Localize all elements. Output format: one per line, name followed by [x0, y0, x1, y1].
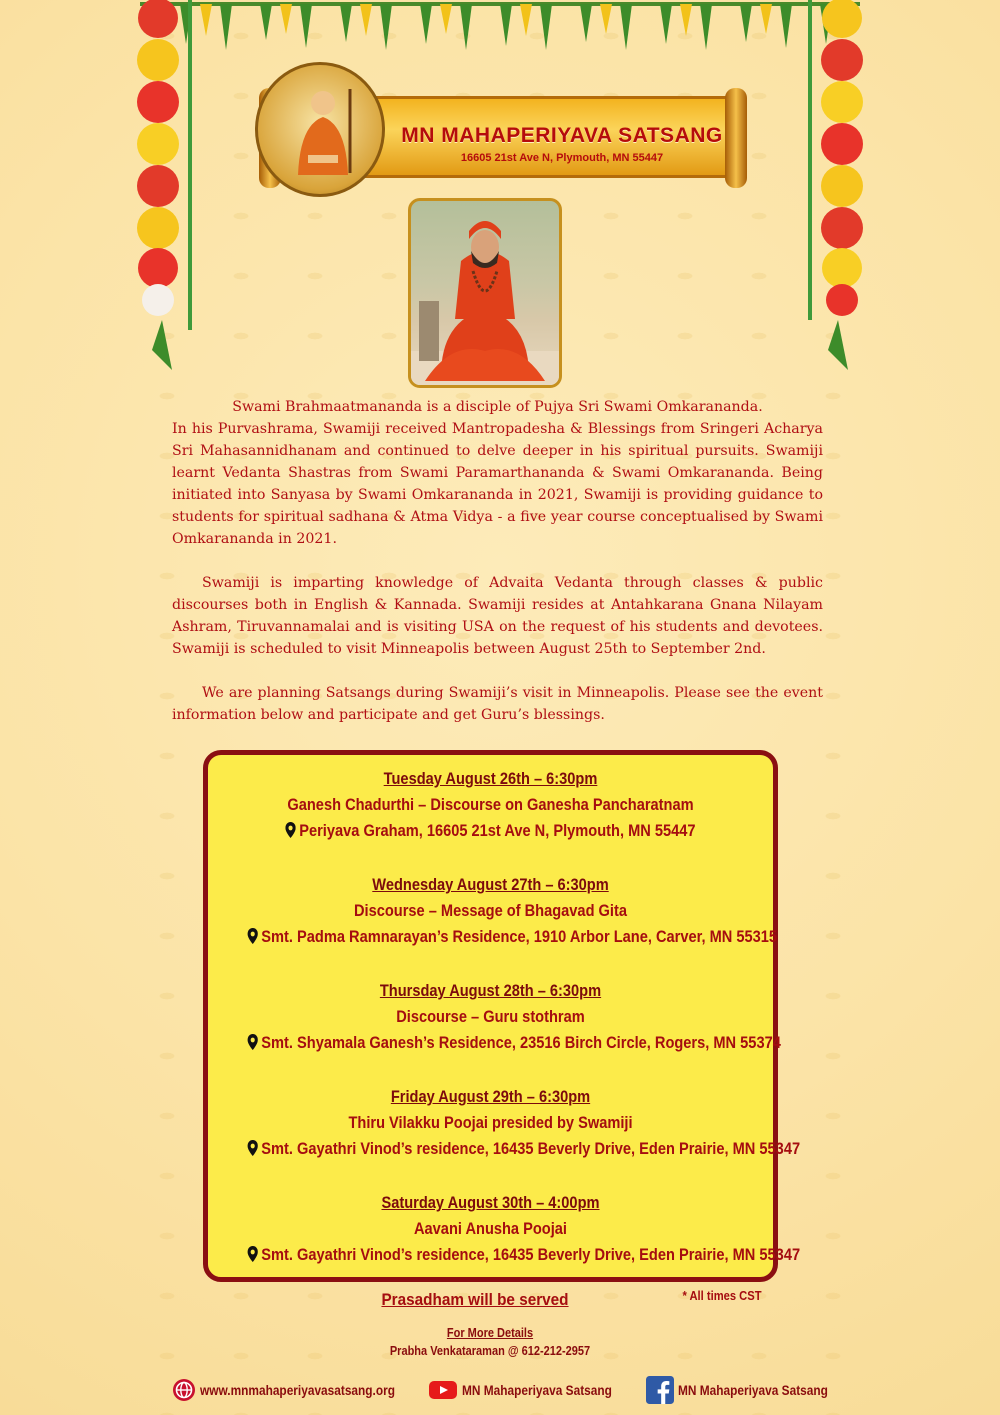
event-location-text: Smt. Gayathri Vinod’s residence, 16435 Beverly Drive, Eden Prairie, MN 55347: [261, 1245, 801, 1264]
event-date: Wednesday August 27th – 6:30pm: [372, 875, 609, 894]
event-title: Thiru Vilakku Poojai presided by Swamiji: [348, 1113, 633, 1132]
top-leaf-garland: [140, 0, 860, 60]
swamiji-figure-icon: [411, 201, 559, 385]
event-location: [248, 1136, 801, 1162]
event-item: [208, 766, 773, 844]
youtube-link[interactable]: [428, 1377, 632, 1403]
intro-text: [172, 396, 823, 748]
satsang-banner: [255, 82, 750, 197]
map-pin-icon: [248, 1034, 258, 1050]
intro-first-line: Swami Brahmaatmananda is a disciple of Pujya Sri Swami Omkarananda.: [232, 399, 763, 415]
intro-paragraph-1-body: In his Purvashrama, Swamiji received Mantropadesha & Blessings from Sringeri Acharya Sri Mahasannidhanam and continued to delve deeper in his spiritual pursuits. Swamiji learnt Vedanta Shastras from Swami Paramarthananda & Swami Omkarananda. Being initiated into Sanyasa by Swami Omkarananda in 2021, Swamiji is providing guidance to students for spiritual sadhana & Atma Vidya - a five year course conceptualised by Swami Omkarananda in 2021.: [172, 421, 823, 547]
swamiji-photo: [408, 198, 562, 388]
event-location-text: Smt. Padma Ramnarayan’s Residence, 1910 Arbor Lane, Carver, MN 55315: [261, 927, 778, 946]
event-date: Thursday August 28th – 6:30pm: [379, 981, 602, 1000]
guru-emblem: [255, 62, 385, 197]
event-location: [248, 1030, 781, 1056]
banner-address: 16605 21st Ave N, Plymouth, MN 55447: [460, 152, 664, 164]
right-flower-garland: [808, 0, 868, 370]
event-title: Discourse – Message of Bhagavad Gita: [353, 901, 627, 920]
event-location: [248, 1242, 801, 1268]
event-date: Saturday August 30th – 4:00pm: [381, 1193, 600, 1212]
event-title: Discourse – Guru stothram: [396, 1007, 585, 1026]
banner-title: MN MAHAPERIYAVA SATSANG: [401, 124, 723, 147]
event-location-text: Periyava Graham, 16605 21st Ave N, Plymouth, MN 55447: [299, 821, 696, 840]
footer-links: [172, 1377, 832, 1403]
intro-paragraph-2: Swamiji is imparting knowledge of Advaita Vedanta through classes & public discourses both in English & Kannada. Swamiji resides at Antahkarana Gnana Nilayam Ashram, Tiruvannamalai and is visiting USA on the request of his students and devotees. Swamiji is scheduled to visit Minneapolis between August 25th to September 2nd.: [172, 575, 823, 657]
prasadham-note: Prasadham will be served: [381, 1290, 569, 1309]
guru-figure-icon: [288, 85, 358, 175]
intro-paragraph-3: We are planning Satsangs during Swamiji’s visit in Minneapolis. Please see the event information below and participate and get Guru’s blessings.: [172, 685, 823, 723]
map-pin-icon: [285, 822, 295, 838]
contact-line: Prabha Venkataraman @ 612-212-2957: [389, 1344, 591, 1358]
facebook-icon: [646, 1376, 674, 1404]
event-item: [208, 872, 778, 950]
website-text: www.mnmahaperiyavasatsang.org: [200, 1382, 395, 1398]
website-link[interactable]: [172, 1377, 422, 1403]
timezone-note: * All times CST: [682, 1288, 762, 1303]
event-item: [208, 978, 781, 1056]
event-date: Tuesday August 26th – 6:30pm: [383, 769, 598, 788]
map-pin-icon: [248, 1246, 258, 1262]
contact-heading: For More Details: [446, 1326, 534, 1340]
youtube-icon: [428, 1378, 458, 1402]
event-schedule-box: [203, 750, 801, 1282]
event-location-text: Smt. Gayathri Vinod’s residence, 16435 Beverly Drive, Eden Prairie, MN 55347: [261, 1139, 801, 1158]
left-flower-garland: [132, 0, 192, 370]
globe-icon: [172, 1378, 196, 1402]
event-title: Ganesh Chadurthi – Discourse on Ganesha Pancharatnam: [287, 795, 694, 814]
contact-details: [367, 1326, 613, 1358]
facebook-link[interactable]: [646, 1377, 848, 1403]
event-location: [248, 818, 734, 844]
youtube-text: MN Mahaperiyava Satsang: [462, 1382, 612, 1398]
event-title: Aavani Anusha Poojai: [413, 1219, 567, 1238]
event-item: [208, 1190, 801, 1268]
map-pin-icon: [248, 1140, 258, 1156]
map-pin-icon: [248, 928, 258, 944]
event-location: [248, 924, 778, 950]
facebook-text: MN Mahaperiyava Satsang: [678, 1382, 828, 1398]
event-date: Friday August 29th – 6:30pm: [390, 1087, 591, 1106]
event-item: [208, 1084, 801, 1162]
event-location-text: Smt. Shyamala Ganesh’s Residence, 23516 Birch Circle, Rogers, MN 55374: [261, 1033, 781, 1052]
intro-paragraph-1: [172, 396, 823, 550]
